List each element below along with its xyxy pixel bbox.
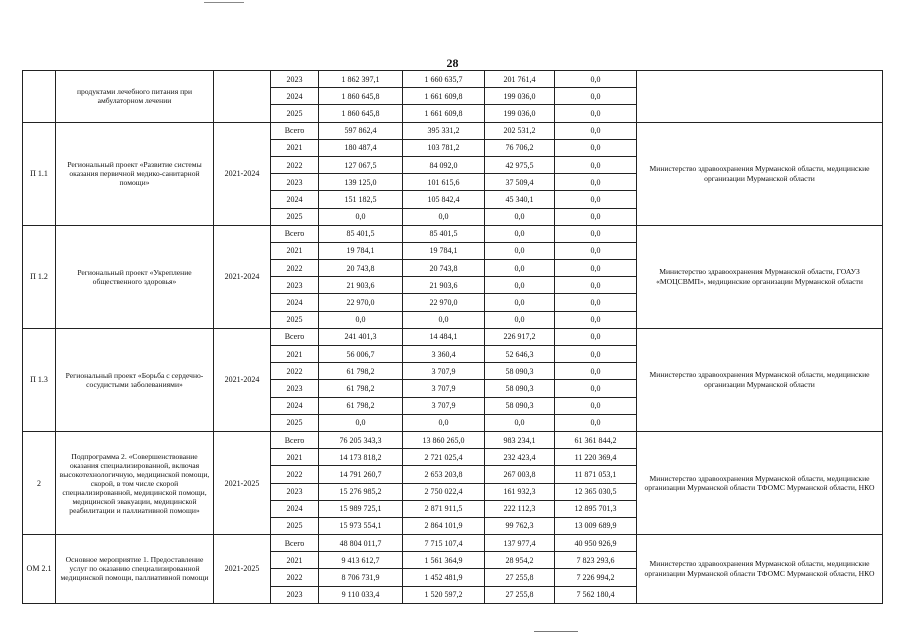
year-cell: Всего: [271, 122, 319, 139]
table-row: [23, 71, 883, 88]
total-cell: 19 784,1: [319, 242, 403, 259]
year-cell: Всего: [271, 328, 319, 345]
federal-budget-cell: 0,0: [485, 242, 555, 259]
regional-budget-cell: 1 661 609,8: [403, 105, 485, 122]
year-cell: Всего: [271, 431, 319, 448]
regional-budget-cell: 85 401,5: [403, 225, 485, 242]
other-sources-cell: 12 895 701,3: [555, 500, 637, 517]
item-name-cell: Региональный проект «Развитие системы оказания первичной медико-санитарной помощи»: [56, 122, 214, 225]
table-row: [23, 535, 883, 552]
year-cell: 2024: [271, 294, 319, 311]
total-cell: 1 862 397,1: [319, 71, 403, 88]
regional-budget-cell: 3 707,9: [403, 380, 485, 397]
other-sources-cell: 7 823 293,6: [555, 552, 637, 569]
total-cell: 15 973 554,1: [319, 517, 403, 534]
total-cell: 0,0: [319, 208, 403, 225]
regional-budget-cell: 14 484,1: [403, 328, 485, 345]
year-cell: 2023: [271, 174, 319, 191]
regional-budget-cell: 84 092,0: [403, 156, 485, 173]
item-code-cell: П 1.3: [23, 328, 56, 431]
page-number: 28: [446, 56, 459, 70]
total-cell: 61 798,2: [319, 363, 403, 380]
bottom-edge-mark: [534, 631, 578, 632]
other-sources-cell: 0,0: [555, 88, 637, 105]
federal-budget-cell: 27 255,8: [485, 586, 555, 603]
year-cell: 2023: [271, 483, 319, 500]
year-cell: 2025: [271, 208, 319, 225]
total-cell: 241 401,3: [319, 328, 403, 345]
federal-budget-cell: 222 112,3: [485, 500, 555, 517]
other-sources-cell: 0,0: [555, 191, 637, 208]
federal-budget-cell: 0,0: [485, 260, 555, 277]
federal-budget-cell: 202 531,2: [485, 122, 555, 139]
other-sources-cell: 0,0: [555, 105, 637, 122]
other-sources-cell: 0,0: [555, 156, 637, 173]
total-cell: 15 989 725,1: [319, 500, 403, 517]
federal-budget-cell: 27 255,8: [485, 569, 555, 586]
total-cell: 14 173 818,2: [319, 449, 403, 466]
year-cell: Всего: [271, 535, 319, 552]
other-sources-cell: 0,0: [555, 174, 637, 191]
other-sources-cell: 61 361 844,2: [555, 431, 637, 448]
total-cell: 22 970,0: [319, 294, 403, 311]
regional-budget-cell: 105 842,4: [403, 191, 485, 208]
federal-budget-cell: 0,0: [485, 311, 555, 328]
regional-budget-cell: 22 970,0: [403, 294, 485, 311]
total-cell: 597 862,4: [319, 122, 403, 139]
year-cell: 2024: [271, 500, 319, 517]
federal-budget-cell: 226 917,2: [485, 328, 555, 345]
responsible-cell: Министерство здравоохранения Мурманской области, медицинские организации Мурманской области: [637, 328, 883, 431]
year-cell: 2021: [271, 346, 319, 363]
total-cell: 20 743,8: [319, 260, 403, 277]
year-cell: Всего: [271, 225, 319, 242]
year-cell: 2025: [271, 517, 319, 534]
regional-budget-cell: 2 864 101,9: [403, 517, 485, 534]
total-cell: 56 006,7: [319, 346, 403, 363]
total-cell: 180 487,4: [319, 139, 403, 156]
federal-budget-cell: 161 932,3: [485, 483, 555, 500]
year-cell: 2023: [271, 586, 319, 603]
other-sources-cell: 0,0: [555, 294, 637, 311]
other-sources-cell: 0,0: [555, 208, 637, 225]
item-code-cell: П 1.1: [23, 122, 56, 225]
year-cell: 2025: [271, 414, 319, 431]
year-cell: 2023: [271, 277, 319, 294]
item-name-cell: Региональный проект «Укрепление общественного здоровья»: [56, 225, 214, 328]
federal-budget-cell: 232 423,4: [485, 449, 555, 466]
total-cell: 127 067,5: [319, 156, 403, 173]
item-name-cell: Подпрограмма 2. «Совершенствование оказания специализированной, включая высокотехнологичную, медицинской помощи, скорой, в том числе скорой специализированной, медицинской помощи, медицинской эвакуации, медицинской реабилитации и паллиативной помощи»: [56, 431, 214, 534]
other-sources-cell: 7 562 180,4: [555, 586, 637, 603]
regional-budget-cell: 101 615,6: [403, 174, 485, 191]
federal-budget-cell: 0,0: [485, 277, 555, 294]
other-sources-cell: 11 220 369,4: [555, 449, 637, 466]
regional-budget-cell: 19 784,1: [403, 242, 485, 259]
item-name-cell: продуктами лечебного питания при амбулаторном лечении: [56, 71, 214, 123]
item-code-cell: [23, 71, 56, 123]
regional-budget-cell: 0,0: [403, 414, 485, 431]
period-cell: 2021-2024: [214, 328, 271, 431]
federal-budget-cell: 52 646,3: [485, 346, 555, 363]
period-cell: 2021-2024: [214, 122, 271, 225]
other-sources-cell: 0,0: [555, 277, 637, 294]
total-cell: 14 791 260,7: [319, 466, 403, 483]
responsible-cell: Министерство здравоохранения Мурманской области, медицинские организации Мурманской области ТФОМС Мурманской области, НКО: [637, 535, 883, 604]
item-name-cell: Основное мероприятие 1. Предоставление услуг по оказанию специализированной медицинской помощи, паллиативной помощи: [56, 535, 214, 604]
federal-budget-cell: 37 509,4: [485, 174, 555, 191]
regional-budget-cell: 2 653 203,8: [403, 466, 485, 483]
federal-budget-cell: 0,0: [485, 294, 555, 311]
total-cell: 9 413 612,7: [319, 552, 403, 569]
year-cell: 2021: [271, 552, 319, 569]
regional-budget-cell: 7 715 107,4: [403, 535, 485, 552]
year-cell: 2022: [271, 569, 319, 586]
table-row: [23, 431, 883, 448]
year-cell: 2022: [271, 363, 319, 380]
federal-budget-cell: 983 234,1: [485, 431, 555, 448]
total-cell: 1 860 645,8: [319, 88, 403, 105]
other-sources-cell: 12 365 030,5: [555, 483, 637, 500]
year-cell: 2025: [271, 311, 319, 328]
regional-budget-cell: 1 452 481,9: [403, 569, 485, 586]
other-sources-cell: 0,0: [555, 328, 637, 345]
regional-budget-cell: 1 561 364,9: [403, 552, 485, 569]
other-sources-cell: 0,0: [555, 346, 637, 363]
year-cell: 2021: [271, 449, 319, 466]
regional-budget-cell: 395 331,2: [403, 122, 485, 139]
year-cell: 2024: [271, 397, 319, 414]
regional-budget-cell: 1 661 609,8: [403, 88, 485, 105]
total-cell: 139 125,0: [319, 174, 403, 191]
item-code-cell: П 1.2: [23, 225, 56, 328]
federal-budget-cell: 99 762,3: [485, 517, 555, 534]
year-cell: 2023: [271, 380, 319, 397]
other-sources-cell: 0,0: [555, 122, 637, 139]
regional-budget-cell: 3 707,9: [403, 363, 485, 380]
total-cell: 21 903,6: [319, 277, 403, 294]
other-sources-cell: 0,0: [555, 225, 637, 242]
federal-budget-cell: 76 706,2: [485, 139, 555, 156]
regional-budget-cell: 20 743,8: [403, 260, 485, 277]
regional-budget-cell: 1 520 597,2: [403, 586, 485, 603]
regional-budget-cell: 103 781,2: [403, 139, 485, 156]
table-row: [23, 328, 883, 345]
table-row: [23, 225, 883, 242]
regional-budget-cell: 0,0: [403, 208, 485, 225]
federal-budget-cell: 0,0: [485, 208, 555, 225]
total-cell: 1 860 645,8: [319, 105, 403, 122]
federal-budget-cell: 58 090,3: [485, 397, 555, 414]
other-sources-cell: 0,0: [555, 414, 637, 431]
federal-budget-cell: 137 977,4: [485, 535, 555, 552]
federal-budget-cell: 201 761,4: [485, 71, 555, 88]
period-cell: [214, 71, 271, 123]
other-sources-cell: 0,0: [555, 397, 637, 414]
total-cell: 0,0: [319, 311, 403, 328]
total-cell: 9 110 033,4: [319, 586, 403, 603]
regional-budget-cell: 2 871 911,5: [403, 500, 485, 517]
year-cell: 2022: [271, 466, 319, 483]
other-sources-cell: 0,0: [555, 260, 637, 277]
federal-budget-cell: 58 090,3: [485, 380, 555, 397]
other-sources-cell: 11 871 053,1: [555, 466, 637, 483]
total-cell: 15 276 985,2: [319, 483, 403, 500]
regional-budget-cell: 3 360,4: [403, 346, 485, 363]
year-cell: 2025: [271, 105, 319, 122]
budget-table: [22, 70, 883, 604]
total-cell: 76 205 343,3: [319, 431, 403, 448]
year-cell: 2022: [271, 260, 319, 277]
responsible-cell: Министерство здравоохранения Мурманской области, ГОАУЗ «МОЦСВМП», медицинские организации Мурманской области: [637, 225, 883, 328]
other-sources-cell: 0,0: [555, 311, 637, 328]
regional-budget-cell: 13 860 265,0: [403, 431, 485, 448]
period-cell: 2021-2024: [214, 225, 271, 328]
other-sources-cell: 0,0: [555, 71, 637, 88]
other-sources-cell: 0,0: [555, 380, 637, 397]
year-cell: 2023: [271, 71, 319, 88]
table-row: [23, 122, 883, 139]
total-cell: 0,0: [319, 414, 403, 431]
federal-budget-cell: 267 003,8: [485, 466, 555, 483]
other-sources-cell: 0,0: [555, 139, 637, 156]
responsible-cell: Министерство здравоохранения Мурманской области, медицинские организации Мурманской области ТФОМС Мурманской области, НКО: [637, 431, 883, 534]
regional-budget-cell: 2 721 025,4: [403, 449, 485, 466]
federal-budget-cell: 28 954,2: [485, 552, 555, 569]
total-cell: 48 804 011,7: [319, 535, 403, 552]
item-name-cell: Региональный проект «Борьба с сердечно-сосудистыми заболеваниями»: [56, 328, 214, 431]
top-edge-mark: [204, 2, 244, 3]
responsible-cell: Министерство здравоохранения Мурманской области, медицинские организации Мурманской области: [637, 122, 883, 225]
item-code-cell: ОМ 2.1: [23, 535, 56, 604]
other-sources-cell: 0,0: [555, 363, 637, 380]
item-code-cell: 2: [23, 431, 56, 534]
regional-budget-cell: 3 707,9: [403, 397, 485, 414]
regional-budget-cell: 1 660 635,7: [403, 71, 485, 88]
federal-budget-cell: 58 090,3: [485, 363, 555, 380]
year-cell: 2021: [271, 139, 319, 156]
federal-budget-cell: 42 975,5: [485, 156, 555, 173]
period-cell: 2021-2025: [214, 431, 271, 534]
year-cell: 2022: [271, 156, 319, 173]
responsible-cell: [637, 71, 883, 123]
total-cell: 151 182,5: [319, 191, 403, 208]
total-cell: 85 401,5: [319, 225, 403, 242]
federal-budget-cell: 199 036,0: [485, 105, 555, 122]
year-cell: 2024: [271, 88, 319, 105]
year-cell: 2024: [271, 191, 319, 208]
other-sources-cell: 13 009 689,9: [555, 517, 637, 534]
total-cell: 61 798,2: [319, 397, 403, 414]
federal-budget-cell: 199 036,0: [485, 88, 555, 105]
total-cell: 8 706 731,9: [319, 569, 403, 586]
period-cell: 2021-2025: [214, 535, 271, 604]
other-sources-cell: 40 950 926,9: [555, 535, 637, 552]
federal-budget-cell: 0,0: [485, 225, 555, 242]
year-cell: 2021: [271, 242, 319, 259]
other-sources-cell: 0,0: [555, 242, 637, 259]
regional-budget-cell: 21 903,6: [403, 277, 485, 294]
federal-budget-cell: 45 340,1: [485, 191, 555, 208]
regional-budget-cell: 0,0: [403, 311, 485, 328]
other-sources-cell: 7 226 994,2: [555, 569, 637, 586]
federal-budget-cell: 0,0: [485, 414, 555, 431]
regional-budget-cell: 2 750 022,4: [403, 483, 485, 500]
total-cell: 61 798,2: [319, 380, 403, 397]
